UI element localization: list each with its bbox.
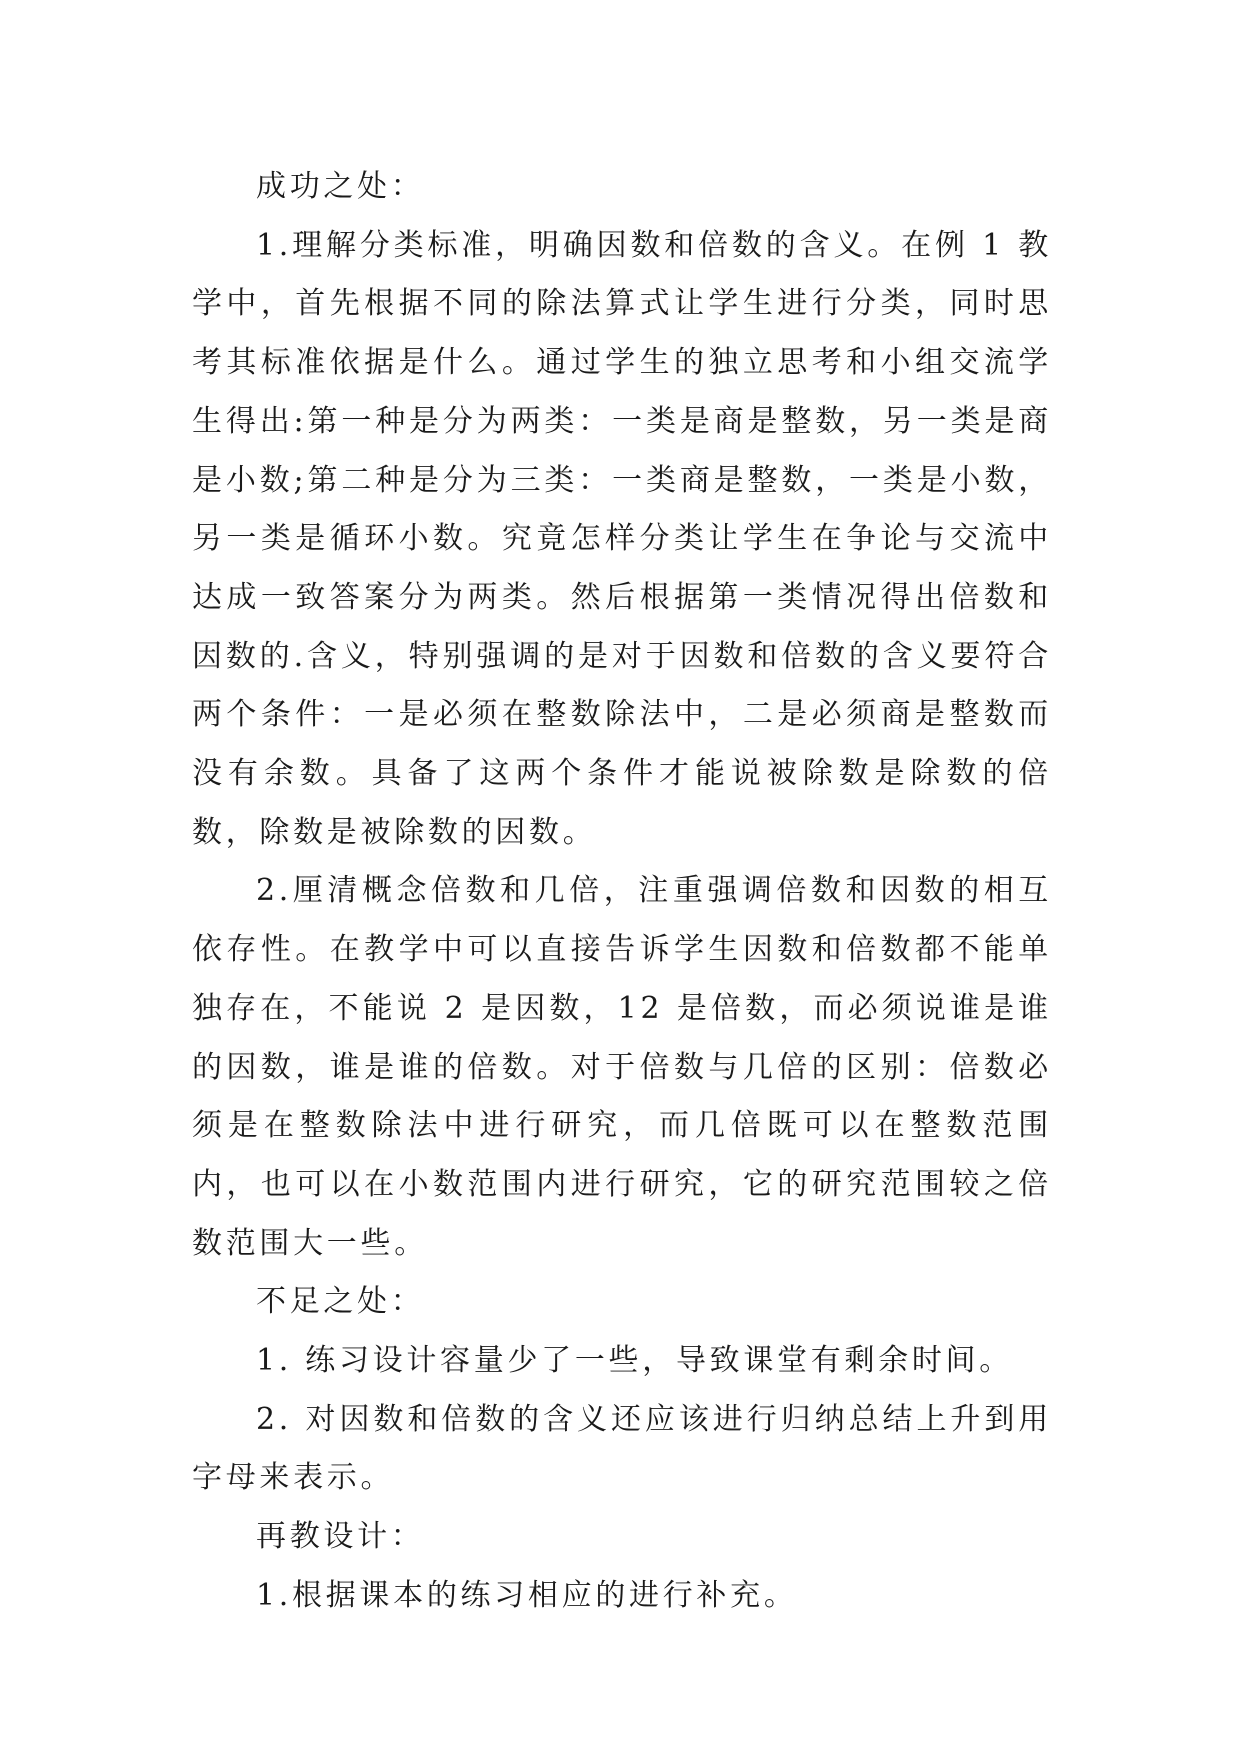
success-item-1: 1.理解分类标准，明确因数和倍数的含义。在例 1 教学中，首先根据不同的除法算式让学生进行分类，同时思考其标准依据是什么。通过学生的独立思考和小组交流学生得出:第一种是分为两类：一类是商是整数，另一类是商是小数;第二种是分为三类：一类商是整数，一类是小数，另一类是循环小数。究竟怎样分类让学生在争论与交流中达成一致答案分为两类。然后根据第一类情况得出倍数和因数的.含义，特别强调的是对于因数和倍数的含义要符合两个条件：一是必须在整数除法中，二是必须商是整数而没有余数。具备了这两个条件才能说被除数是除数的倍数，除数是被除数的因数。 (192, 227, 1052, 850)
success-item-2: 2.厘清概念倍数和几倍，注重强调倍数和因数的相互依存性。在教学中可以直接告诉学生因数和倍数都不能单独存在，不能说 2 是因数，12 是倍数，而必须说谁是谁的因数，谁是谁的倍数。对于倍数与几倍的区别：倍数必须是在整数除法中进行研究，而几倍既可以在整数范围内，也可以在小数范围内进行研究，它的研究范围较之倍数范围大一些。 (192, 873, 1052, 1261)
shortcoming-heading: 不足之处： (256, 1284, 425, 1320)
document-body (192, 158, 1052, 1626)
redesign-heading: 再教设计： (256, 1519, 425, 1555)
shortcoming-item-1: 1. 练习设计容量少了一些，导致课堂有剩余时间。 (256, 1343, 1013, 1379)
redesign-item-1: 1.根据课本的练习相应的进行补充。 (256, 1577, 798, 1613)
shortcoming-item-2: 2. 对因数和倍数的含义还应该进行归纳总结上升到用字母来表示。 (192, 1401, 1052, 1496)
success-heading: 成功之处： (256, 169, 425, 204)
